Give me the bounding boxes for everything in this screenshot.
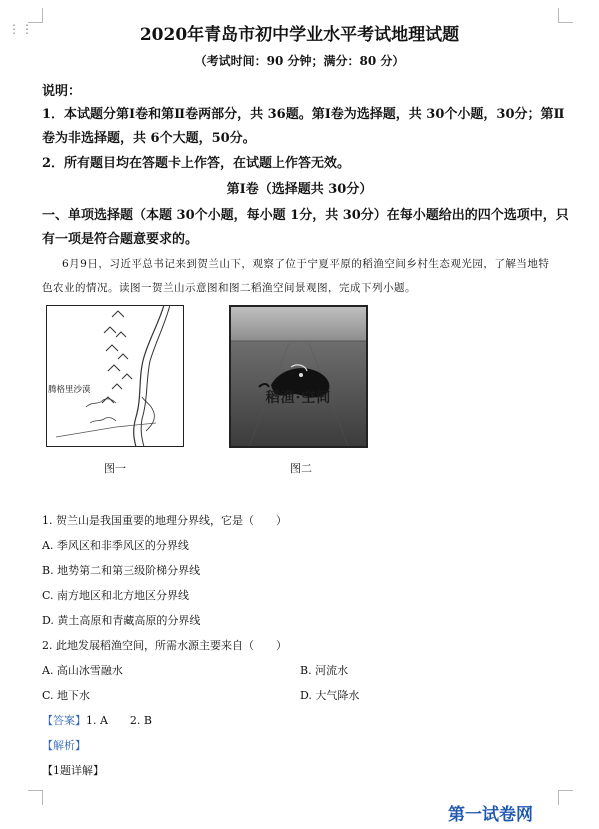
passage-line-1: 6月9日，习近平总书记来到贺兰山下，观察了位于宁夏平原的稻渔空间乡村生态观光园，了解当地特: [62, 258, 550, 270]
exam-info: （考试时间：90 分钟；满分：80 分）: [194, 54, 405, 68]
notes-heading: 说明：: [42, 84, 82, 99]
section-instruction-2: 有一项是符合题意要求的。: [42, 232, 199, 247]
desert-label: 腾格里沙漠: [48, 385, 91, 395]
question-1-option-c: C. 南方地区和北方地区分界线: [42, 589, 190, 602]
question-2-option-b: B. 河流水: [300, 664, 349, 677]
photo-field-text: 稻渔·空间: [265, 390, 332, 406]
crop-mark-bottom-left: [28, 790, 43, 805]
answer-line: [42, 712, 152, 728]
question-2: 2. 此地发展稻渔空间，所需水源主要来自（ ）: [42, 639, 287, 652]
answer-label: 【答案】: [42, 714, 86, 727]
figure-1-caption: 图一: [104, 462, 126, 475]
site-watermark-logo: 第一试卷网: [448, 805, 533, 825]
note-line-1b: 卷为非选择题，共 6个大题，50分。: [42, 131, 256, 146]
question-2-option-a: A. 高山冰雪融水: [42, 664, 123, 677]
drag-handle-icon[interactable]: ⋮⋮: [8, 22, 34, 36]
note-line-2: 2．所有题目均在答题卡上作答，在试题上作答无效。: [42, 156, 351, 171]
section-instruction-1: 一、单项选择题（本题 30个小题，每小题 1分，共 30分）在每小题给出的四个选项中，只: [42, 208, 569, 223]
question-2-option-d: D. 大气降水: [300, 689, 360, 702]
question-1-option-d: D. 黄土高原和青藏高原的分界线: [42, 614, 201, 627]
section-title: 第Ⅰ卷（选择题共 30分）: [226, 182, 373, 197]
figure-1-map: [46, 305, 184, 447]
passage-line-2: 色农业的情况。读图一贺兰山示意图和图二稻渔空间景观图，完成下列小题。: [42, 282, 416, 294]
question-1-option-b: B. 地势第二和第三级阶梯分界线: [42, 564, 201, 577]
note-line-1: 1．本试题分第Ⅰ卷和第Ⅱ卷两部分，共 36题。第Ⅰ卷为选择题，共 30个小题，30分；第Ⅱ: [42, 107, 565, 122]
figure-2-photo: [229, 305, 368, 448]
analysis-label: 【解析】: [42, 739, 86, 752]
question-1: 1. 贺兰山是我国重要的地理分界线，它是（ ）: [42, 514, 287, 527]
detail-label: 【1题详解】: [42, 764, 104, 777]
question-1-option-a: A. 季风区和非季风区的分界线: [42, 539, 189, 552]
answer-value: 1. A 2. B: [86, 714, 153, 727]
page-title: 2020年青岛市初中学业水平考试地理试题: [139, 25, 460, 45]
question-2-option-c: C. 地下水: [42, 689, 91, 702]
figure-2-caption: 图二: [290, 462, 312, 475]
crop-mark-bottom-right: [558, 790, 573, 805]
